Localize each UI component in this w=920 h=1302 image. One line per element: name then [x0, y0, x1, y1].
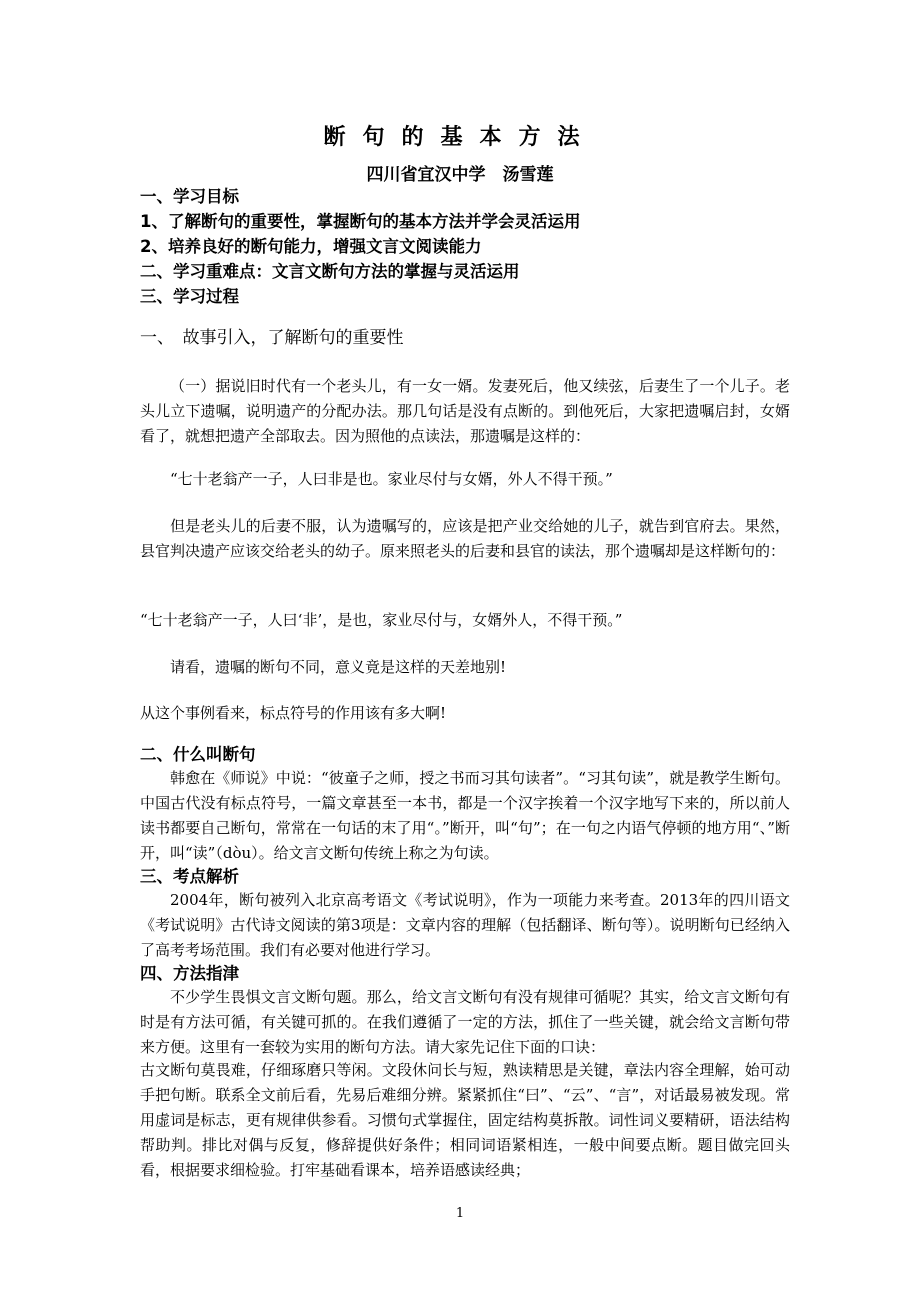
paragraph-text: 据说旧时代有一个老头儿，有一女一婿。发妻死后，他又续弦，后妻生了一个儿子。老头儿立下遗嘱，说明遗产的分配办法。那几句话是没有点断的。到他死后，大家把遗嘱启封，女婿看了，就想把遗产全部取去。因为照他的点读法，那遗嘱是这样的：: [140, 377, 790, 445]
section1-paragraph: 但是老头儿的后妻不服，认为遗嘱写的，应该是把产业交给她的儿子，就告到官府去。果然，县官判决遗产应该交给老头的幼子。原来照老头的后妻和县官的读法，那个遗嘱却是这样断句的：: [140, 517, 790, 560]
document-title: 断句的基本方法: [323, 125, 597, 150]
section1-heading: 一、 故事引入，了解断句的重要性: [140, 328, 404, 348]
objectives-heading: 一、学习目标: [140, 187, 239, 206]
section4-heading: 四、方法指津: [140, 964, 239, 983]
page-number: 1: [455, 1206, 465, 1221]
section2-heading: 二、什么叫断句: [140, 745, 256, 764]
section3-paragraph: 2004年，断句被列入北京高考语文《考试说明》，作为一项能力来考查。2013年的四川语文《考试说明》古代诗文阅读的第3项是：文章内容的理解（包括翻译、断句等）。说明断句已经纳入了高考考场范围。我们有必要对他进行学习。: [140, 891, 790, 959]
quote-version-2: “七十老翁产一子，人曰‘非’，是也，家业尽付与，女婿外人，不得干预。”: [140, 611, 623, 629]
objective-item: 1、了解断句的重要性，掌握断句的基本方法并学会灵活运用: [140, 212, 581, 231]
process-heading: 三、学习过程: [140, 287, 239, 306]
section1-paragraph: 从这个事例看来，标点符号的作用该有多大啊!: [140, 704, 447, 722]
objective-item: 2、培养良好的断句能力，增强文言文阅读能力: [140, 237, 482, 256]
section1-paragraph: 请看，遗嘱的断句不同，意义竟是这样的天差地别!: [170, 658, 507, 676]
section1-paragraph: [140, 374, 790, 449]
section4-paragraph: 不少学生畏惧文言文断句题。那么，给文言文断句有没有规律可循呢？其实，给文言文断句有时是有方法可循，有关键可抓的。在我们遵循了一定的方法，抓住了一些关键，就会给文言断句带来方便。这里有一套较为实用的断句方法。请大家先记住下面的口诀：: [140, 988, 790, 1056]
section2-paragraph: 韩愈在《师说》中说：“彼童子之师，授之书而习其句读者”。“习其句读”，就是教学生断句。中国古代没有标点符号，一篇文章甚至一本书，都是一个汉字挨着一个汉字地写下来的，所以前人读书都要自己断句，常常在一句话的末了用“。”断开，叫“句”；在一句之内语气停顿的地方用“、”断开，叫“读”（dòu）。给文言文断句传统上称之为句读。: [140, 769, 790, 862]
author-line: 四川省宜汉中学 汤雪莲: [366, 165, 554, 185]
section4-rhyme: 古文断句莫畏难，仔细琢磨只等闲。文段休问长与短，熟读精思是关键，章法内容全理解，始可动手把句断。联系全文前后看，先易后难细分辨。紧紧抓住“曰”、“云”、“言”，对话最易被发现。常用虚词是标志，更有规律供参看。习惯句式掌握住，固定结构莫拆散。词性词义要精研，语法结构帮助判。排比对偶与反复，修辞提供好条件；相同词语紧相连，一般中间要点断。题目做完回头看，根据要求细检验。打牢基础看课本，培养语感读经典；: [140, 1061, 790, 1179]
paragraph-label: （一）: [170, 377, 216, 395]
quote-version-1: “七十老翁产一子，人曰非是也。家业尽付与女婿，外人不得干预。”: [170, 470, 613, 488]
objectives-block: [140, 184, 790, 309]
key-points-heading: 二、学习重难点：文言文断句方法的掌握与灵活运用: [140, 262, 520, 281]
section3-heading: 三、考点解析: [140, 867, 239, 886]
